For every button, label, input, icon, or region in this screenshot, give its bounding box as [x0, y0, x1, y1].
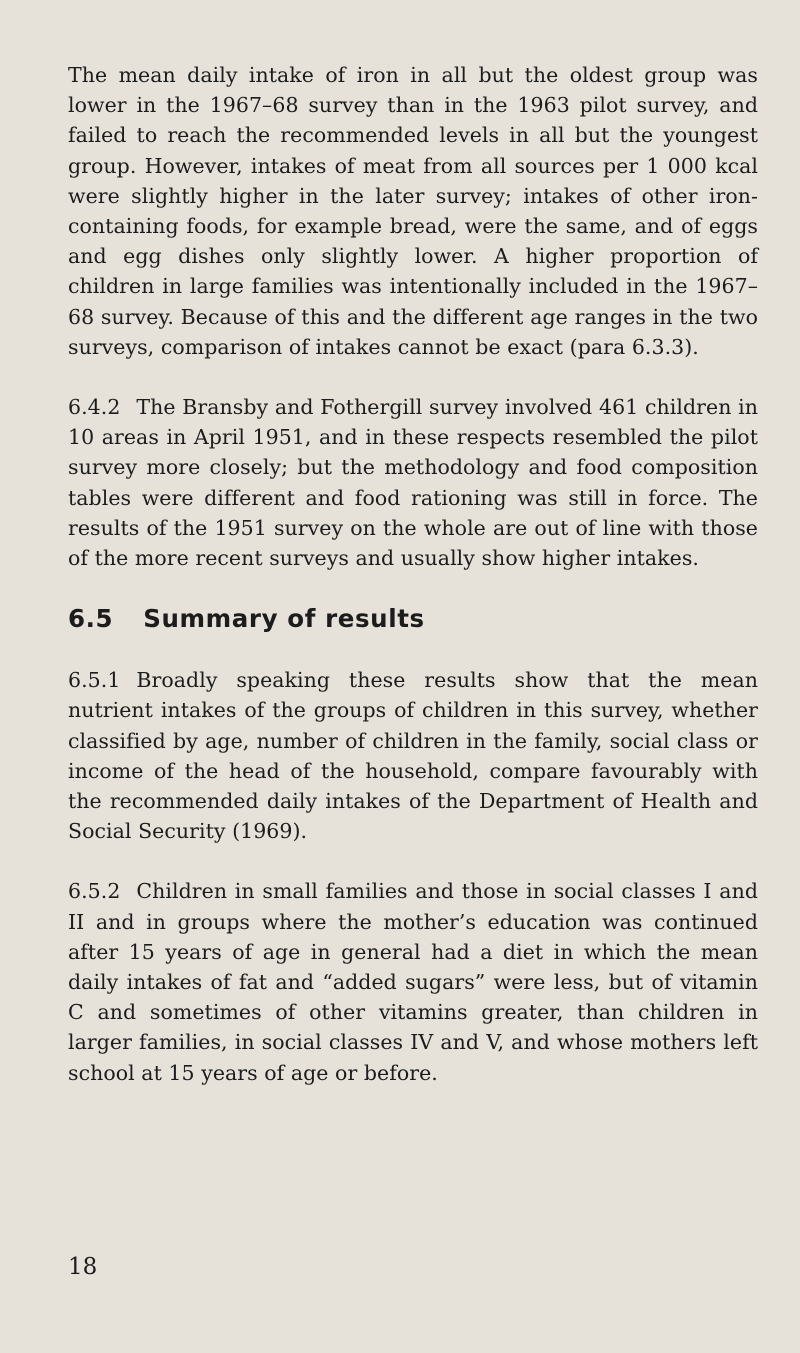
paragraph-number: 6.5.1 [68, 668, 121, 693]
paragraph-number: 6.4.2 [68, 395, 121, 420]
paragraph-6-5-2 [68, 876, 758, 1087]
paragraph-number: 6.5.2 [68, 879, 121, 904]
paragraph-text: Broadly speaking these results show that the mean nutrient intakes of the groups of children in this survey, whether classified by age, number of children in the family, social class or income of the head of the household, compare favourably with the recommended daily intakes of the Department of Health and Social Security (1969). [68, 668, 758, 844]
paragraph-6-4-2 [68, 392, 758, 573]
paragraph-text: Children in small families and those in social classes I and II and in groups where the mother’s education was continued after 15 years of age in general had a diet in which the mean daily intakes of fat and “added sugars” were less, but of vitamin C and sometimes of other vitamins greater, than children in larger families, in social classes IV and V, and whose mothers left school at 15 years of age or before. [68, 879, 758, 1085]
section-number: 6.5 [68, 604, 114, 634]
section-heading [68, 603, 758, 635]
paragraph-iron-intake [68, 60, 758, 362]
document-page [68, 60, 758, 1088]
section-title: Summary of results [143, 604, 425, 634]
paragraph-6-5-1 [68, 665, 758, 846]
paragraph-text: The mean daily intake of iron in all but the oldest group was lower in the 1967–68 survey than in the 1963 pilot survey, and failed to reach the recommended levels in all but the youngest group. However, intakes of meat from all sources per 1 000 kcal were slightly higher in the later survey; intakes of other iron-containing foods, for example bread, were the same, and of eggs and egg dishes only slightly lower. A higher proportion of children in large families was intentionally included in the 1967–68 survey. Because of this and the different age ranges in the two surveys, comparison of intakes cannot be exact (para 6.3.3). [68, 63, 758, 359]
paragraph-text: The Bransby and Fothergill survey involved 461 children in 10 areas in April 1951, and in these respects resembled the pilot survey more closely; but the methodology and food composition tables were different and food rationing was still in force. The results of the 1951 survey on the whole are out of line with those of the more recent surveys and usually show higher intakes. [68, 395, 758, 571]
page-number: 18 [68, 1254, 98, 1280]
